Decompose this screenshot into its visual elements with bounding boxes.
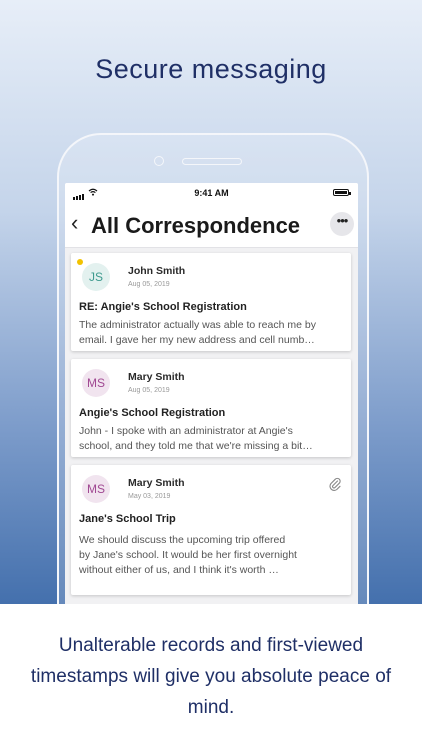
preview-line: We should discuss the upcoming trip offered bbox=[79, 534, 286, 546]
message-subject: Jane's School Trip bbox=[79, 513, 176, 525]
message-subject: Angie's School Registration bbox=[79, 407, 226, 419]
preview-line: without either of us, and I think it's worth … bbox=[79, 564, 279, 576]
unread-indicator bbox=[77, 259, 83, 265]
preview-line: email. I gave her my new address and cell numb… bbox=[79, 334, 315, 346]
sender-name: Mary Smith bbox=[128, 477, 185, 489]
message-list bbox=[65, 248, 358, 595]
page-title: All Correspondence bbox=[91, 213, 301, 238]
avatar: MS bbox=[82, 369, 110, 397]
more-options-button[interactable]: ••• bbox=[330, 212, 354, 236]
message-card[interactable] bbox=[71, 359, 351, 457]
message-card[interactable] bbox=[71, 253, 351, 351]
preview-line: school, and they told me that we're missing a bit… bbox=[79, 440, 313, 452]
message-date: Aug 05, 2019 bbox=[128, 281, 170, 288]
message-preview bbox=[79, 533, 345, 578]
status-time: 9:41 AM bbox=[194, 188, 229, 198]
message-date: May 03, 2019 bbox=[128, 493, 171, 500]
sender-name: John Smith bbox=[128, 265, 186, 277]
preview-line: John - I spoke with an administrator at Angie's bbox=[79, 425, 293, 437]
back-button[interactable]: ‹ bbox=[71, 210, 79, 235]
message-card[interactable] bbox=[71, 465, 351, 595]
phone-screen bbox=[65, 183, 358, 604]
message-subject: RE: Angie's School Registration bbox=[79, 301, 247, 313]
message-preview bbox=[79, 424, 345, 454]
paperclip-icon bbox=[329, 477, 341, 496]
avatar: MS bbox=[82, 475, 110, 503]
preview-line: by Jane's school. It would be her first overnight bbox=[79, 549, 297, 561]
sender-name: Mary Smith bbox=[128, 371, 185, 383]
status-bar bbox=[65, 183, 358, 205]
caption-text: Unalterable records and first-viewed timestamps will give you absolute peace of mind. bbox=[30, 635, 392, 718]
headline: Secure messaging bbox=[95, 54, 327, 84]
message-preview bbox=[79, 318, 345, 348]
nav-bar bbox=[65, 205, 358, 248]
phone-frame bbox=[57, 133, 369, 604]
avatar: JS bbox=[82, 263, 110, 291]
speaker-icon bbox=[182, 158, 242, 165]
camera-icon bbox=[154, 156, 164, 166]
battery-icon bbox=[333, 189, 349, 196]
preview-line: The administrator actually was able to reach me by bbox=[79, 319, 316, 331]
message-date: Aug 05, 2019 bbox=[128, 387, 170, 394]
